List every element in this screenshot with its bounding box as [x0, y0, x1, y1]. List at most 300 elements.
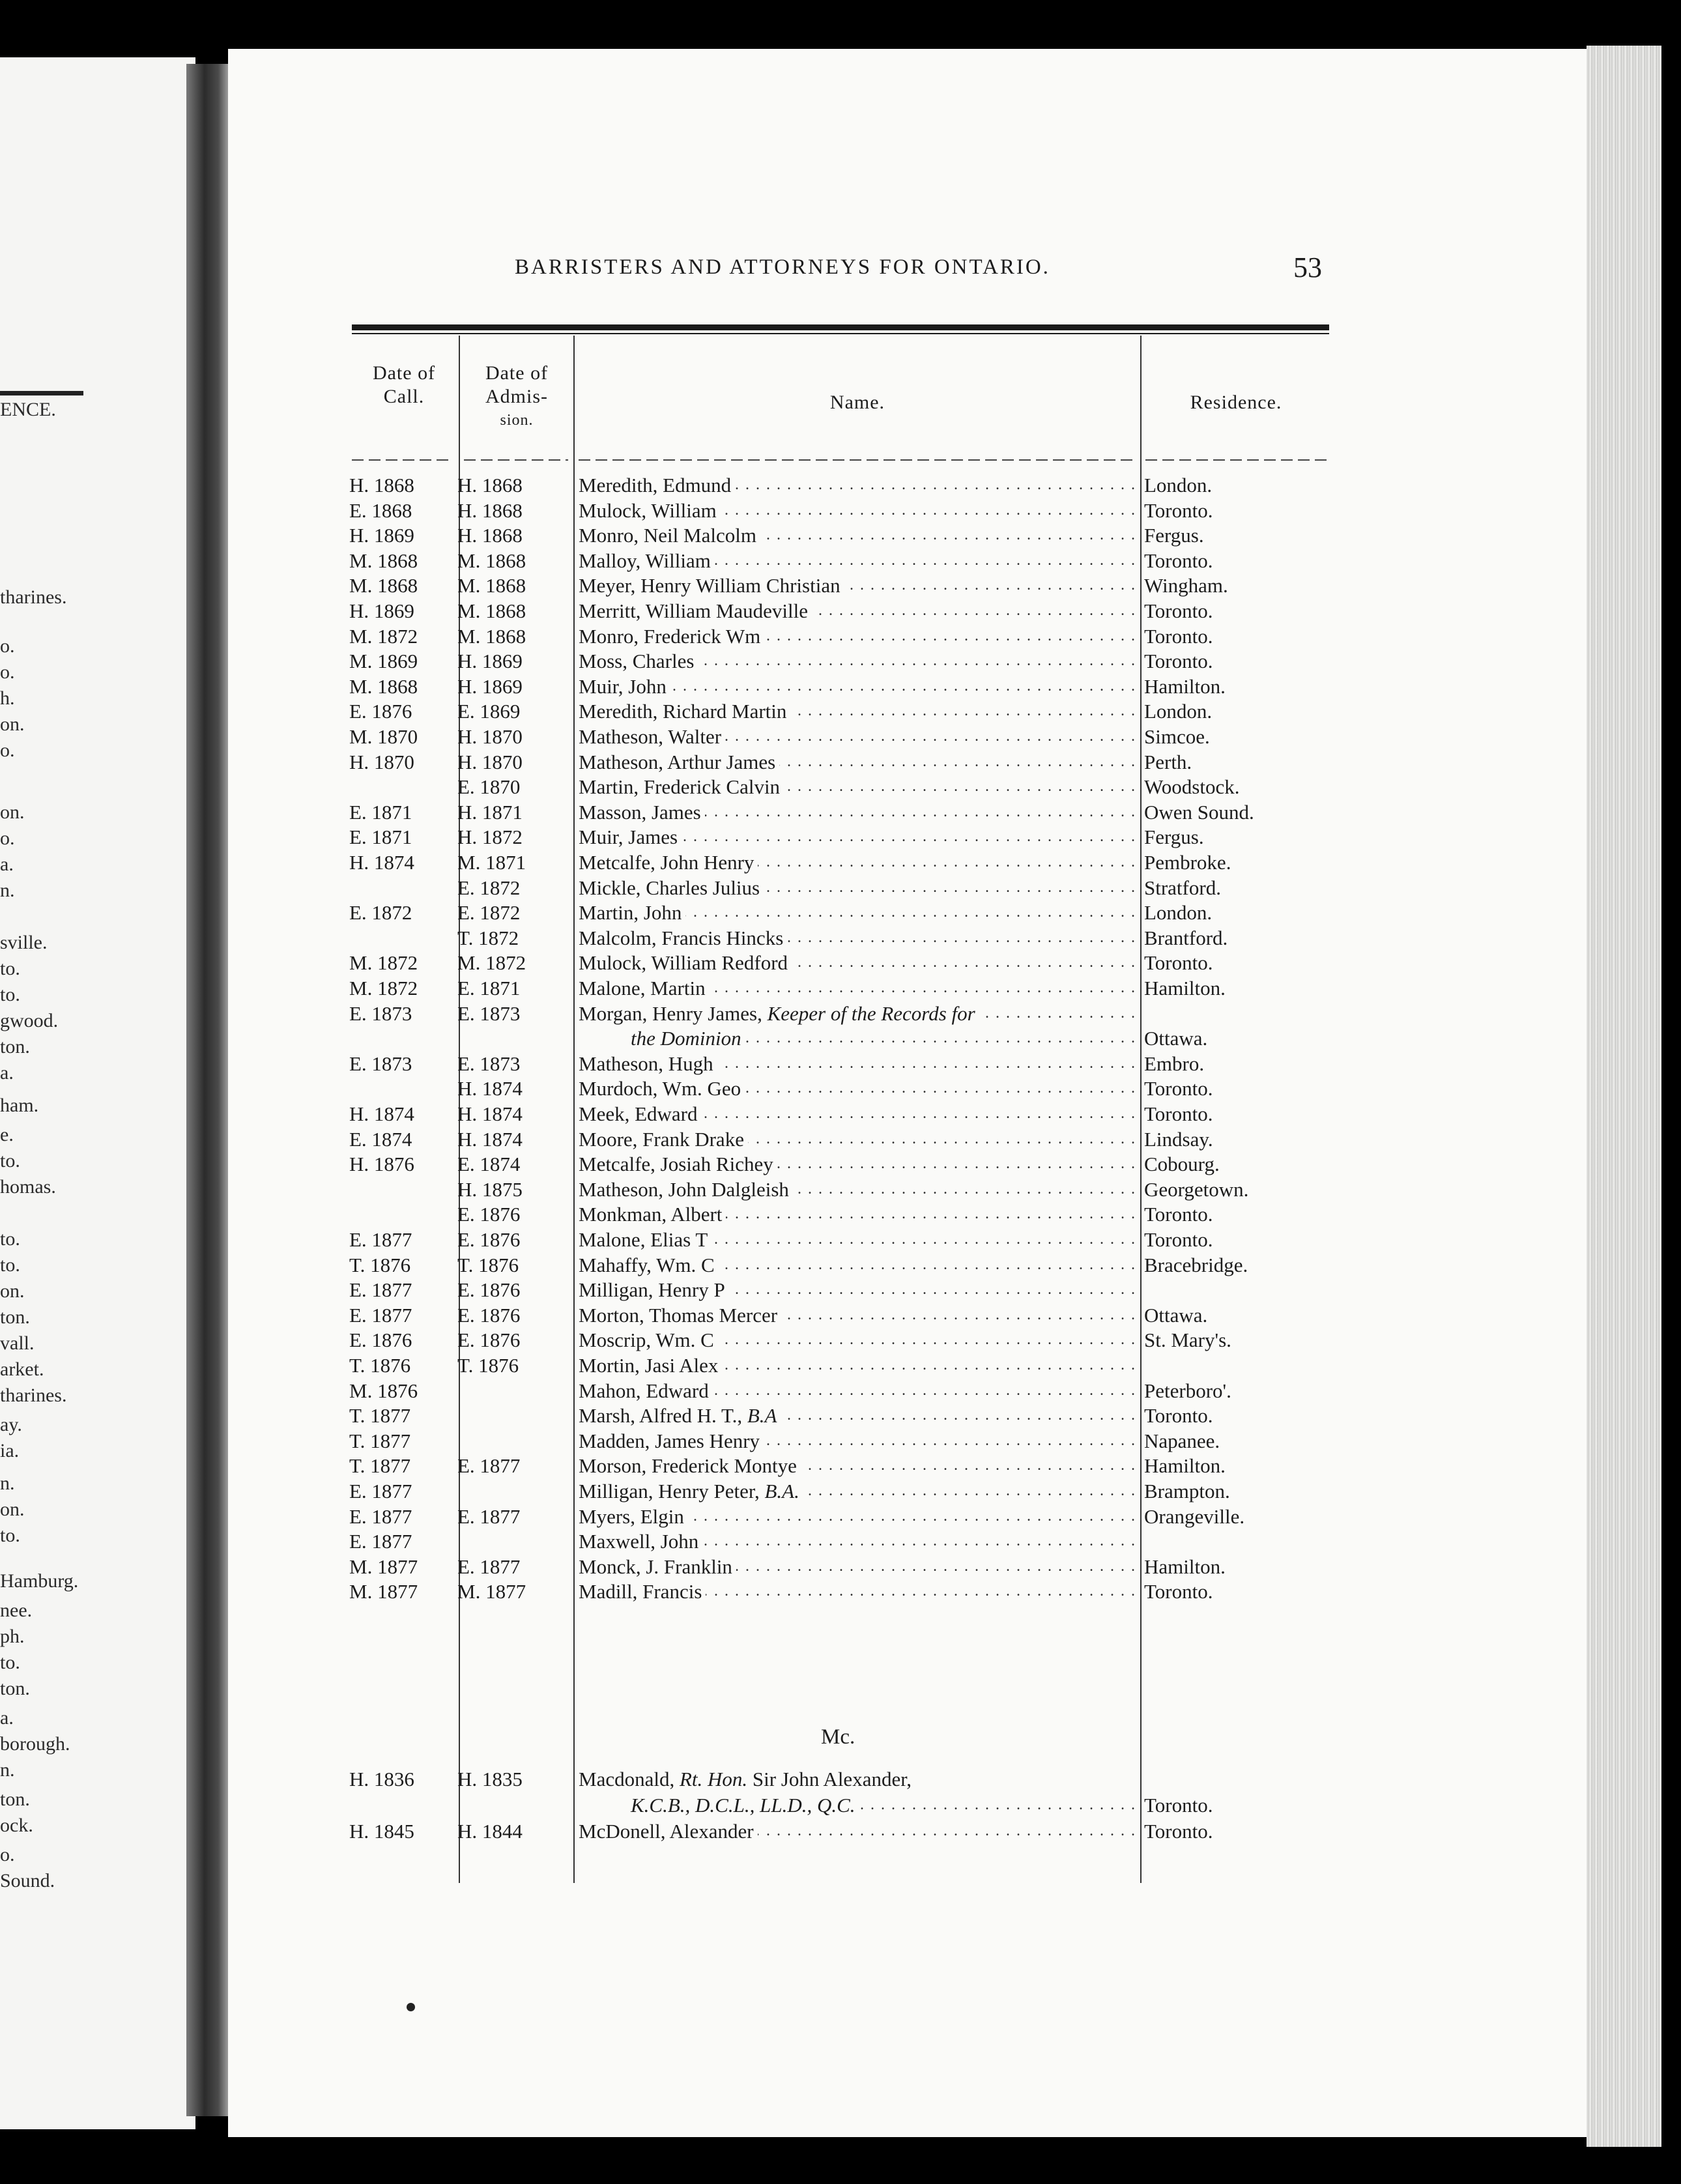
admission-date — [457, 1428, 565, 1454]
attorney-name — [579, 673, 1140, 700]
call-date: M. 1877 — [349, 1555, 418, 1578]
attorney-name — [579, 1025, 1140, 1052]
call-date: T. 1877 — [349, 1429, 411, 1452]
left-page-text: a. — [0, 1062, 14, 1084]
left-page-text: borough. — [0, 1733, 70, 1755]
name-part: Sir John Alexander, — [747, 1768, 912, 1790]
call-date: T. 1877 — [349, 1454, 411, 1478]
left-page-text: to. — [0, 1525, 20, 1546]
residence: Toronto. — [1144, 1077, 1213, 1100]
attorney-name — [579, 723, 1140, 750]
call-date: E. 1874 — [349, 1127, 412, 1151]
call-date: E. 1877 — [349, 1303, 412, 1327]
name-text — [579, 1404, 781, 1427]
running-header: BARRISTERS AND ATTORNEYS FOR ONTARIO. — [515, 255, 1050, 279]
header-underline — [1145, 459, 1330, 461]
attorney-name — [579, 1126, 1140, 1153]
admission-date: E. 1877 — [457, 1454, 521, 1478]
name-part: Macdonald, — [579, 1768, 680, 1790]
residence: Wingham. — [1144, 574, 1228, 597]
name-part: Monro, Frederick Wm — [579, 624, 761, 648]
name-qualifier: B.A. — [764, 1480, 799, 1502]
attorney-name — [579, 547, 1140, 574]
name-text — [579, 1304, 781, 1327]
admission-date: H. 1869 — [457, 674, 523, 698]
admission-date — [457, 1402, 565, 1429]
call-date: M. 1872 — [349, 951, 418, 975]
attorney-name — [579, 1075, 1140, 1102]
attorney-name — [579, 824, 1140, 850]
call-date: E. 1877 — [349, 1480, 412, 1502]
name-part: Maxwell, John — [579, 1530, 699, 1553]
left-page-text: tharines. — [0, 586, 67, 608]
left-page-text: nee. — [0, 1600, 33, 1621]
name-text — [579, 951, 792, 974]
admission-date: H. 1869 — [457, 650, 523, 673]
admission-date: H. 1870 — [457, 725, 523, 748]
name-text — [579, 1430, 764, 1452]
call-date: E. 1872 — [349, 901, 412, 925]
name-part: Malone, Martin — [579, 977, 706, 999]
admission-date: E. 1871 — [457, 977, 521, 999]
name-part: Muir, John — [579, 674, 667, 698]
name-text — [579, 1820, 758, 1843]
name-text — [579, 549, 715, 572]
left-page-text: tharines. — [0, 1385, 67, 1406]
name-text — [579, 1278, 729, 1301]
name-part: Moore, Frank Drake — [579, 1127, 744, 1151]
column-header-name: Name. — [829, 392, 885, 413]
call-date: H. 1845 — [349, 1820, 414, 1843]
name-text — [579, 1505, 688, 1528]
attorney-name — [579, 949, 1140, 976]
residence: Cobourg. — [1144, 1153, 1220, 1176]
residence: Pembroke. — [1144, 851, 1231, 874]
header-rule — [352, 324, 1329, 330]
name-part: Malcolm, Francis Hincks — [579, 926, 784, 949]
attorney-name — [579, 1327, 1140, 1353]
left-page-text: ton. — [0, 1789, 30, 1810]
residence — [1144, 1000, 1340, 1027]
name-qualifier: Keeper of the Records for — [767, 1001, 975, 1025]
admission-date: H. 1844 — [457, 1820, 523, 1843]
column-header-line: Date of — [485, 362, 549, 384]
name-text — [579, 851, 758, 874]
admission-date: E. 1870 — [457, 775, 521, 799]
left-page-text: ock. — [0, 1815, 33, 1836]
residence: Lindsay. — [1144, 1127, 1213, 1151]
call-date: M. 1870 — [349, 725, 418, 748]
name-part: Malone, Elias T — [579, 1228, 708, 1251]
page-edges — [1587, 46, 1661, 2147]
admission-date: H. 1874 — [457, 1127, 523, 1151]
column-divider — [1140, 336, 1142, 1883]
name-qualifier: B.A — [747, 1404, 777, 1428]
column-header-line: Admis- — [485, 386, 548, 407]
name-part: Madden, James Henry — [579, 1429, 760, 1452]
name-part: Marsh, Alfred H. T., — [579, 1404, 747, 1428]
attorney-name — [579, 1100, 1140, 1127]
admission-date: M. 1871 — [457, 851, 526, 874]
attorney-name — [579, 623, 1140, 650]
left-page-text: ham. — [0, 1095, 39, 1116]
attorney-name — [579, 1352, 1140, 1379]
header-underline — [352, 459, 453, 461]
name-part: Merritt, William Maudeville — [579, 599, 809, 622]
name-text — [579, 675, 670, 698]
name-part: Muir, James — [579, 826, 678, 849]
residence: London. — [1144, 474, 1213, 496]
admission-date: E. 1873 — [457, 1052, 521, 1075]
attorney-name — [579, 874, 1140, 901]
left-page-text: ton. — [0, 1036, 30, 1057]
attorney-name — [579, 1503, 1140, 1530]
attorney-name — [579, 1252, 1140, 1278]
name-text — [579, 1580, 706, 1603]
call-date: E. 1877 — [349, 1504, 412, 1528]
admission-date: H. 1874 — [457, 1102, 523, 1125]
name-part: Meredith, Edmund — [579, 474, 732, 496]
left-page-text: o. — [0, 740, 15, 761]
name-text — [579, 1228, 711, 1251]
attorney-name — [579, 899, 1140, 926]
attorney-name — [579, 1276, 1140, 1303]
name-part: Mulock, William Redford — [579, 951, 788, 975]
attorney-name — [579, 1792, 1140, 1818]
attorney-name — [579, 1553, 1140, 1580]
call-date: M. 1872 — [349, 977, 418, 999]
residence: St. Mary's. — [1144, 1329, 1231, 1352]
name-part: Moss, Charles — [579, 650, 695, 673]
name-text — [579, 1480, 803, 1502]
name-text — [579, 1329, 718, 1351]
residence — [1144, 1276, 1340, 1303]
left-page-text: to. — [0, 1228, 20, 1250]
left-page-text: sville. — [0, 932, 48, 953]
name-part: Malloy, William — [579, 549, 711, 572]
call-date: H. 1870 — [349, 750, 414, 773]
admission-date: H. 1875 — [457, 1177, 523, 1201]
name-text — [579, 1128, 748, 1151]
admission-date — [457, 1377, 565, 1404]
residence: Fergus. — [1144, 826, 1204, 849]
call-date: E. 1877 — [349, 1530, 412, 1553]
residence: Toronto. — [1144, 1404, 1213, 1428]
admission-date: T. 1876 — [457, 1354, 519, 1377]
admission-date: M. 1877 — [457, 1580, 526, 1603]
call-date: M. 1877 — [349, 1580, 418, 1603]
admission-date: H. 1874 — [457, 1077, 523, 1100]
residence: Simcoe. — [1144, 725, 1210, 748]
call-date: M. 1876 — [349, 1379, 418, 1402]
residence: Orangeville. — [1144, 1504, 1245, 1528]
attorney-name — [579, 1818, 1140, 1845]
call-date: H. 1874 — [349, 851, 414, 874]
admission-date: E. 1872 — [457, 901, 521, 925]
admission-date: M. 1868 — [457, 624, 526, 648]
call-date: E. 1876 — [349, 700, 412, 723]
name-qualifier: Rt. Hon. — [679, 1768, 748, 1790]
residence: Toronto. — [1144, 1580, 1213, 1603]
name-text — [579, 1794, 859, 1817]
call-date — [349, 773, 447, 800]
name-text — [579, 801, 705, 824]
left-page-text: on. — [0, 801, 25, 823]
name-text — [579, 524, 760, 547]
name-text — [579, 876, 764, 899]
residence: Toronto. — [1144, 1228, 1213, 1251]
residence: Fergus. — [1144, 524, 1204, 547]
name-text — [579, 1379, 713, 1402]
call-date — [349, 925, 447, 951]
attorney-name — [579, 1201, 1140, 1228]
name-qualifier: K.C.B., D.C.L., LL.D., Q.C. — [631, 1794, 855, 1817]
name-part: McDonell, Alexander — [579, 1820, 754, 1843]
call-date: E. 1873 — [349, 1052, 412, 1075]
column-header-admission — [460, 362, 573, 432]
name-part: Matheson, Hugh — [579, 1052, 713, 1075]
admission-date: E. 1874 — [457, 1153, 521, 1176]
attorney-name — [579, 849, 1140, 876]
call-date — [349, 1025, 447, 1052]
admission-date: H. 1868 — [457, 524, 523, 547]
left-page-text: ay. — [0, 1414, 22, 1435]
attorney-name — [579, 1402, 1140, 1429]
admission-date: M. 1872 — [457, 951, 526, 975]
call-date: H. 1868 — [349, 474, 414, 496]
call-date: M. 1868 — [349, 674, 418, 698]
name-text — [579, 1454, 801, 1477]
admission-date: T. 1876 — [457, 1253, 519, 1276]
name-part: Milligan, Henry P — [579, 1278, 725, 1302]
name-part: Morgan, Henry James, — [579, 1001, 768, 1025]
admission-date: M. 1868 — [457, 574, 526, 597]
admission-date: H. 1872 — [457, 826, 523, 849]
name-text — [579, 775, 784, 798]
residence: Owen Sound. — [1144, 800, 1254, 824]
page-number: 53 — [1293, 251, 1322, 283]
residence: Ottawa. — [1144, 1027, 1208, 1050]
attorney-name — [579, 1151, 1140, 1177]
book-gutter — [186, 64, 232, 2116]
call-date — [349, 1201, 447, 1228]
attorney-name — [579, 1766, 1140, 1792]
name-part: Monro, Neil Malcolm — [579, 524, 756, 547]
name-text — [579, 1254, 719, 1276]
call-date: H. 1876 — [349, 1153, 414, 1176]
call-date: M. 1872 — [349, 624, 418, 648]
name-text — [579, 1530, 702, 1553]
residence: Stratford. — [1144, 876, 1221, 899]
admission-date: M. 1868 — [457, 599, 526, 622]
admission-date: H. 1868 — [457, 474, 523, 496]
attorney-name — [579, 1000, 1140, 1027]
header-underline — [579, 459, 1136, 461]
residence: Woodstock. — [1144, 775, 1240, 799]
call-date: E. 1876 — [349, 1329, 412, 1352]
call-date: H. 1869 — [349, 599, 414, 622]
ink-spot — [407, 2003, 415, 2011]
name-text — [579, 977, 710, 999]
call-date: M. 1868 — [349, 549, 418, 572]
admission-date: H. 1835 — [457, 1768, 523, 1790]
left-page-text: on. — [0, 1499, 25, 1520]
attorney-name — [579, 1578, 1140, 1605]
left-page-text: ton. — [0, 1306, 30, 1328]
call-date: E. 1873 — [349, 1001, 412, 1025]
attorney-name — [579, 1478, 1140, 1504]
section-heading-mc: Mc. — [821, 1725, 855, 1749]
call-date: E. 1871 — [349, 800, 412, 824]
residence: Georgetown. — [1144, 1177, 1249, 1201]
column-divider — [573, 336, 575, 1883]
residence: Hamilton. — [1144, 977, 1226, 999]
name-part: Matheson, Arthur James — [579, 750, 776, 773]
attorney-name — [579, 522, 1140, 549]
residence: Hamilton. — [1144, 1454, 1226, 1478]
attorney-name — [579, 1528, 1140, 1555]
name-part: Mahaffy, Wm. C — [579, 1253, 715, 1276]
residence: Hamilton. — [1144, 1555, 1226, 1578]
name-part: Metcalfe, Josiah Richey — [579, 1153, 773, 1176]
admission-date: E. 1876 — [457, 1329, 521, 1352]
admission-date: H. 1868 — [457, 498, 523, 522]
name-part: Masson, James — [579, 800, 701, 824]
name-text — [579, 1002, 979, 1025]
name-part: Meyer, Henry William Christian — [579, 574, 840, 597]
left-page-text: Hamburg. — [0, 1570, 79, 1592]
attorney-name — [579, 1176, 1140, 1203]
column-header-line: sion. — [500, 412, 534, 429]
residence: Ottawa. — [1144, 1303, 1208, 1327]
admission-date: E. 1872 — [457, 876, 521, 899]
left-page-text: ENCE. — [0, 399, 56, 420]
left-page-text: o. — [0, 661, 15, 683]
residence: Perth. — [1144, 750, 1192, 773]
attorney-name — [579, 749, 1140, 775]
name-text — [579, 700, 790, 723]
name-part: Metcalfe, John Henry — [579, 851, 754, 874]
attorney-name — [579, 1377, 1140, 1404]
left-page-text: to. — [0, 1150, 20, 1171]
left-page-text: e. — [0, 1124, 14, 1145]
residence: Toronto. — [1144, 1102, 1213, 1125]
residence: Hamilton. — [1144, 674, 1226, 698]
name-part: Meek, Edward — [579, 1102, 698, 1125]
left-page-text: to. — [0, 958, 20, 979]
admission-date: E. 1877 — [457, 1504, 521, 1528]
name-text — [579, 1354, 722, 1377]
call-date — [349, 1075, 447, 1102]
attorney-name — [579, 597, 1140, 624]
residence: Toronto. — [1144, 624, 1213, 648]
residence: Napanee. — [1144, 1429, 1220, 1452]
admission-date — [457, 1792, 565, 1818]
attorney-name — [579, 925, 1140, 951]
name-part: Mahon, Edward — [579, 1379, 709, 1402]
call-date: E. 1877 — [349, 1228, 412, 1251]
residence: Brantford. — [1144, 926, 1228, 949]
name-text — [579, 901, 685, 924]
attorney-name — [579, 773, 1140, 800]
left-page-text: a. — [0, 854, 14, 875]
name-qualifier: the Dominion — [631, 1027, 741, 1050]
call-date: H. 1874 — [349, 1102, 414, 1125]
name-part: Mickle, Charles Julius — [579, 876, 760, 899]
left-page-text: to. — [0, 984, 20, 1005]
name-text — [579, 1077, 745, 1100]
call-date: M. 1869 — [349, 650, 418, 673]
name-text — [579, 826, 682, 848]
left-page-text: h. — [0, 687, 15, 709]
residence: Toronto. — [1144, 1203, 1213, 1226]
column-header-line: Call. — [383, 386, 425, 407]
admission-date — [457, 1478, 565, 1504]
name-part: Madill, Francis — [579, 1580, 702, 1603]
call-date: M. 1868 — [349, 574, 418, 597]
admission-date: E. 1876 — [457, 1303, 521, 1327]
header-rule-thin — [352, 333, 1329, 334]
admission-date: M. 1868 — [457, 549, 526, 572]
left-page-text: ton. — [0, 1678, 30, 1699]
residence: Toronto. — [1144, 650, 1213, 673]
name-text — [579, 1768, 915, 1790]
left-page-text: o. — [0, 827, 15, 849]
name-part: Martin, Frederick Calvin — [579, 775, 781, 799]
residence: Toronto. — [1144, 498, 1213, 522]
call-date — [349, 874, 447, 901]
column-header-line: Date of — [372, 362, 436, 384]
attorney-name — [579, 975, 1140, 1001]
admission-date: T. 1872 — [457, 926, 519, 949]
admission-date: E. 1876 — [457, 1203, 521, 1226]
left-page-text: arket. — [0, 1358, 44, 1380]
call-date: T. 1876 — [349, 1354, 411, 1377]
name-text — [579, 499, 721, 522]
left-page-text: on. — [0, 713, 25, 735]
residence: Embro. — [1144, 1052, 1205, 1075]
attorney-name — [579, 1302, 1140, 1329]
call-date: H. 1869 — [349, 524, 414, 547]
residence: London. — [1144, 700, 1213, 723]
left-page-rule — [0, 391, 83, 395]
call-date: E. 1868 — [349, 498, 412, 522]
attorney-name — [579, 497, 1140, 524]
name-text — [579, 1153, 777, 1175]
residence: Toronto. — [1144, 599, 1213, 622]
name-part: Matheson, Walter — [579, 725, 722, 748]
attorney-name — [579, 648, 1140, 674]
left-page-text: o. — [0, 635, 15, 657]
residence: Toronto. — [1144, 1820, 1213, 1843]
attorney-name — [579, 472, 1140, 498]
left-page-text: Sound. — [0, 1870, 55, 1891]
left-page-text: n. — [0, 1759, 15, 1781]
admission-date: H. 1871 — [457, 800, 523, 824]
attorney-name — [579, 572, 1140, 599]
left-page-text: vall. — [0, 1332, 35, 1354]
attorney-name — [579, 799, 1140, 826]
left-page-text: ia. — [0, 1440, 20, 1461]
name-text — [579, 474, 735, 496]
left-page-text: n. — [0, 1473, 15, 1494]
column-header-call — [349, 362, 459, 409]
name-text — [579, 574, 844, 597]
call-date — [349, 1792, 447, 1818]
admission-date: E. 1869 — [457, 700, 521, 723]
attorney-name — [579, 1050, 1140, 1077]
name-text — [579, 1027, 745, 1050]
